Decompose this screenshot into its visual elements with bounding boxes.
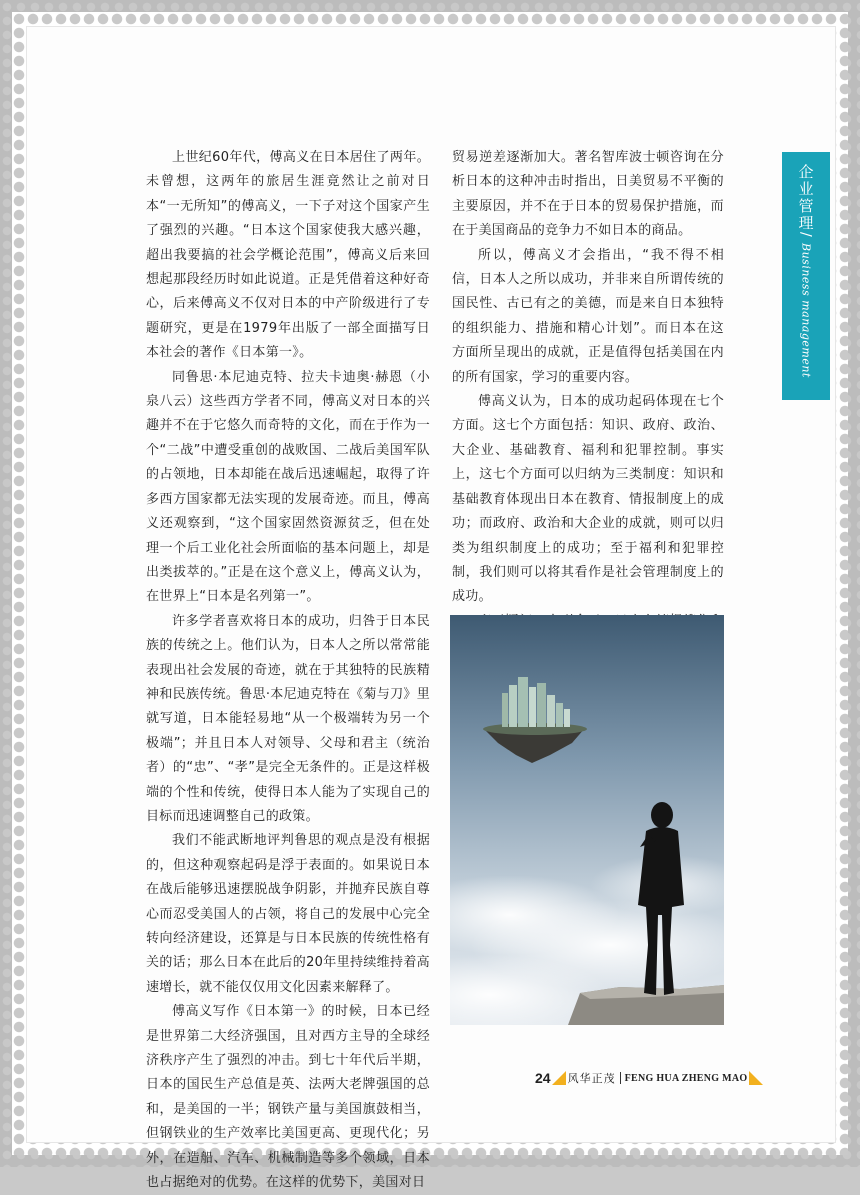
- section-title-cn: 企业管理: [796, 164, 815, 232]
- paragraph: 傅高义认为，日本的成功起码体现在七个方面。这七个方面包括：知识、政府、政治、大企业、基础教育、福利和犯罪控制。事实上，这七个方面可以归纳为三类制度：知识和基础教育体现出日本在教育、情报制度上的成功；而政府、政治和大企业的成就，则可以归类为组织制度上的成功；至于福利和犯罪控制，我们则可以将其看作是社会管理制度上的成功。: [452, 394, 724, 605]
- triangle-icon: [552, 1071, 566, 1085]
- section-tab: [782, 152, 830, 400]
- magazine-name-cn: 风华正茂: [567, 1072, 616, 1085]
- illustration-photo: [450, 615, 724, 1025]
- footer-divider: [620, 1072, 621, 1084]
- paragraph: 许多学者喜欢将日本的成功，归咎于日本民族的传统之上。他们认为，日本人之所以常常能表现出社会发展的奇迹，就在于其独特的民族精神和民族传统。鲁思·本尼迪克特在《菊与刀》里就写道，日本能轻易地“从一个极端转为另一个极端”；并且日本人对领导、父母和君主（统治者）的“忠”、“孝”是完全无条件的。正是这样极端的个性和传统，使得日本人能为了实现自己的目标而迅速调整自己的政策。: [146, 613, 430, 824]
- section-tab-text: [796, 164, 817, 378]
- paragraph: 贸易逆差逐渐加大。著名智库波士顿咨询在分析日本的这种冲击时指出，日美贸易不平衡的主要原因，并不在于日本的贸易保护措施，而在于美国商品的竞争力不如日本的商品。: [452, 150, 724, 239]
- triangle-icon: [749, 1071, 763, 1085]
- paragraph: 我们不能武断地评判鲁思的观点是没有根据的，但这种观察起码是浮于表面的。如果说日本在战后能够迅速摆脱战争阴影，并抛弃民族自尊心而忍受美国人的占领，将自己的发展中心完全转向经济建设，还算是与日本民族的传统性格有关的话；那么日本在此后的20年里持续维持着高速增长，就不能仅仅用文化因素来解释了。: [146, 833, 430, 995]
- magazine-name-en: FENG HUA ZHENG MAO: [624, 1072, 748, 1084]
- page-footer: [535, 1068, 763, 1088]
- section-title-en: Business management: [799, 242, 813, 378]
- section-separator: /: [797, 232, 814, 237]
- article-column-left: [146, 146, 430, 1195]
- page-number: 24: [535, 1070, 551, 1086]
- businessman-floating-city-image: [450, 615, 724, 1025]
- paragraph: 同鲁思·本尼迪克特、拉夫卡迪奥·赫恩（小泉八云）这些西方学者不同，傅高义对日本的兴趣并不在于它悠久而奇特的文化，而在于作为一个“二战”中遭受重创的战败国、二战后美国军队的占领地，日本却能在战后迅速崛起，取得了许多西方国家都无法实现的发展奇迹。而且，傅高义还观察到，“这个国家固然资源贫乏，但在处理一个后工业化社会所面临的基本问题上，却是出类拔萃的。”正是在这个意义上，傅高义认为，在世界上“日本是名列第一”。: [146, 369, 430, 605]
- paragraph: 上世纪60年代，傅高义在日本居住了两年。未曾想，这两年的旅居生涯竟然让之前对日本“一无所知”的傅高义，一下子对这个国家产生了强烈的兴趣。“日本这个国家使我大感兴趣，超出我要搞的社会学概论范围”，傅高义后来回想起那段经历时如此说道。正是凭借着这种好奇心，后来傅高义不仅对日本的中产阶级进行了专题研究，更是在1979年出版了一部全面描写日本社会的著作《日本第一》。: [146, 150, 430, 361]
- paragraph: 傅高义写作《日本第一》的时候，日本已经是世界第二大经济强国，且对西方主导的全球经济秩序产生了强烈的冲击。到七十年代后半期，日本的国民生产总值是英、法两大老牌强国的总和，是美国的一半；钢铁产量与美国旗鼓相当，但钢铁业的生产效率比美国更高、更现代化；另外，在造船、汽车、机械制造等多个领域，日本也占据绝对的优势。在这样的优势下，美国对日: [146, 1004, 430, 1191]
- paragraph: 所以，傅高义才会指出，“我不得不相信，日本人之所以成功，并非来自所谓传统的国民性、古已有之的美德，而是来自日本独特的组织能力、措施和精心计划”。而日本在这方面所呈现出的成就，正是值得包括美国在内的所有国家，学习的重要内容。: [452, 247, 724, 385]
